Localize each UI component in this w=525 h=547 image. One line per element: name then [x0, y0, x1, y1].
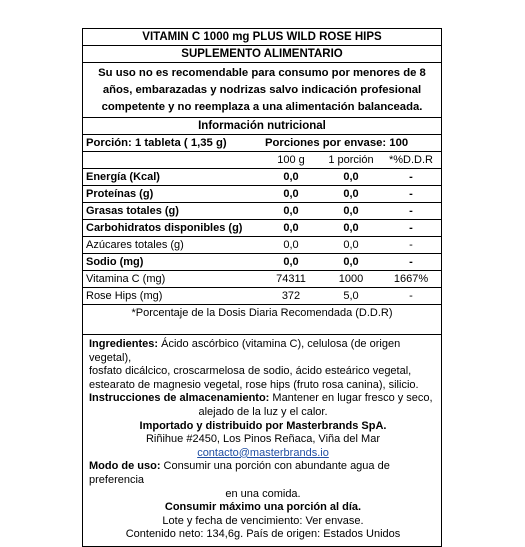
- table-row: [83, 169, 441, 186]
- nutrient-dv: -: [381, 186, 441, 203]
- table-row: [83, 186, 441, 203]
- portion-size: Porción: 1 tableta ( 1,35 g): [86, 137, 227, 149]
- table-row: [83, 271, 441, 288]
- nutrient-perportion: 0,0: [321, 186, 381, 203]
- storage-label: Instrucciones de almacenamiento:: [89, 392, 270, 405]
- column-header-per100: 100 g: [261, 152, 321, 169]
- nutrient-per100: 372: [261, 288, 321, 305]
- table-row: [83, 254, 441, 271]
- nutrient-dv: -: [381, 288, 441, 305]
- nutrient-dv: -: [381, 203, 441, 220]
- nutrient-perportion: 0,0: [321, 220, 381, 237]
- nutrition-table: [83, 152, 441, 305]
- nutrient-name: Proteínas (g): [83, 186, 261, 203]
- portion-row: [83, 135, 441, 152]
- table-cell: [83, 152, 261, 169]
- storage-text: alejado de la luz y el calor.: [198, 405, 328, 418]
- nutrient-per100: 0,0: [261, 169, 321, 186]
- nutrient-name: Sodio (mg): [83, 254, 261, 271]
- nutrient-per100: 0,0: [261, 254, 321, 271]
- ingredients-block: [89, 338, 437, 392]
- ingredients-text: fosfato dicálcico, croscarmelosa de sodio, ácido esteárico vegetal,: [89, 365, 412, 378]
- net-contents: Contenido neto: 134,6g. País de origen: Estados Unidos: [125, 528, 401, 541]
- usage-block: [89, 460, 437, 501]
- nutrient-per100: 0,0: [261, 203, 321, 220]
- importer-address: Riñihue #2450, Los Pinos Reñaca, Viña del Mar: [145, 433, 380, 446]
- nutrient-perportion: 0,0: [321, 203, 381, 220]
- table-header-row: [83, 152, 441, 169]
- nutrient-dv: -: [381, 220, 441, 237]
- nutrient-perportion: 0,0: [321, 237, 381, 254]
- storage-text: Mantener en lugar fresco y seco,: [269, 392, 433, 405]
- nutrient-perportion: 0,0: [321, 169, 381, 186]
- warning-line: competente y no reemplaza a una alimentación balanceada.: [101, 101, 423, 113]
- max-dose: Consumir máximo una porción al día.: [164, 501, 362, 514]
- nutrient-perportion: 0,0: [321, 254, 381, 271]
- nutrient-dv: -: [381, 169, 441, 186]
- storage-block: [89, 392, 437, 419]
- nutrient-name: Rose Hips (mg): [83, 288, 261, 305]
- ingredients-label: Ingredientes:: [89, 338, 159, 350]
- usage-label: Modo de uso:: [89, 460, 161, 473]
- nutrient-per100: 0,0: [261, 220, 321, 237]
- portions-per-pack: Porciones por envase: 100: [265, 137, 409, 149]
- table-row: [83, 288, 441, 305]
- table-row: [83, 237, 441, 254]
- nutrient-name: Carbohidratos disponibles (g): [83, 220, 261, 237]
- nutrient-per100: 0,0: [261, 237, 321, 254]
- nutrition-header: Información nutricional: [83, 118, 441, 135]
- table-row: [83, 220, 441, 237]
- column-header-perportion: 1 porción: [321, 152, 381, 169]
- lot-info: Lote y fecha de vencimiento: Ver envase.: [162, 514, 364, 527]
- nutrition-label: [82, 28, 442, 547]
- importer-line: Importado y distribuido por Masterbrands SpA.: [139, 419, 387, 432]
- warning-line: Su uso no es recomendable para consumo por menores de 8: [98, 67, 426, 79]
- nutrient-per100: 74311: [261, 271, 321, 288]
- spacer: [83, 323, 441, 334]
- product-title: VITAMIN C 1000 mg PLUS WILD ROSE HIPS: [83, 29, 441, 46]
- nutrient-perportion: 5,0: [321, 288, 381, 305]
- nutrient-name: Vitamina C (mg): [83, 271, 261, 288]
- ingredients-text: estearato de magnesio vegetal, rose hips (fruto rosa canina), silicio.: [89, 378, 419, 391]
- usage-text: Consumir una porción con abundante agua de preferencia: [89, 460, 390, 486]
- usage-text: en una comida.: [225, 487, 301, 500]
- nutrient-name: Energía (Kcal): [83, 169, 261, 186]
- nutrient-name: Grasas totales (g): [83, 203, 261, 220]
- warning-text: [83, 63, 441, 118]
- ingredients-text: Ácido ascórbico (vitamina C), celulosa (de origen vegetal),: [89, 338, 401, 364]
- nutrient-per100: 0,0: [261, 186, 321, 203]
- table-row: [83, 203, 441, 220]
- warning-line: años, embarazadas y nodrizas salvo indicación profesional: [102, 84, 422, 96]
- nutrient-perportion: 1000: [321, 271, 381, 288]
- product-details: [83, 334, 441, 546]
- nutrient-dv: -: [381, 254, 441, 271]
- dv-footnote: *Porcentaje de la Dosis Diaria Recomendada (D.D.R): [131, 307, 393, 319]
- product-subtitle: SUPLEMENTO ALIMENTARIO: [83, 46, 441, 63]
- nutrient-dv: 1667%: [381, 271, 441, 288]
- nutrient-dv: -: [381, 237, 441, 254]
- contact-email-link[interactable]: contacto@masterbrands.io: [197, 446, 329, 459]
- nutrient-name: Azúcares totales (g): [83, 237, 261, 254]
- column-header-dv: *%D.D.R: [381, 152, 441, 169]
